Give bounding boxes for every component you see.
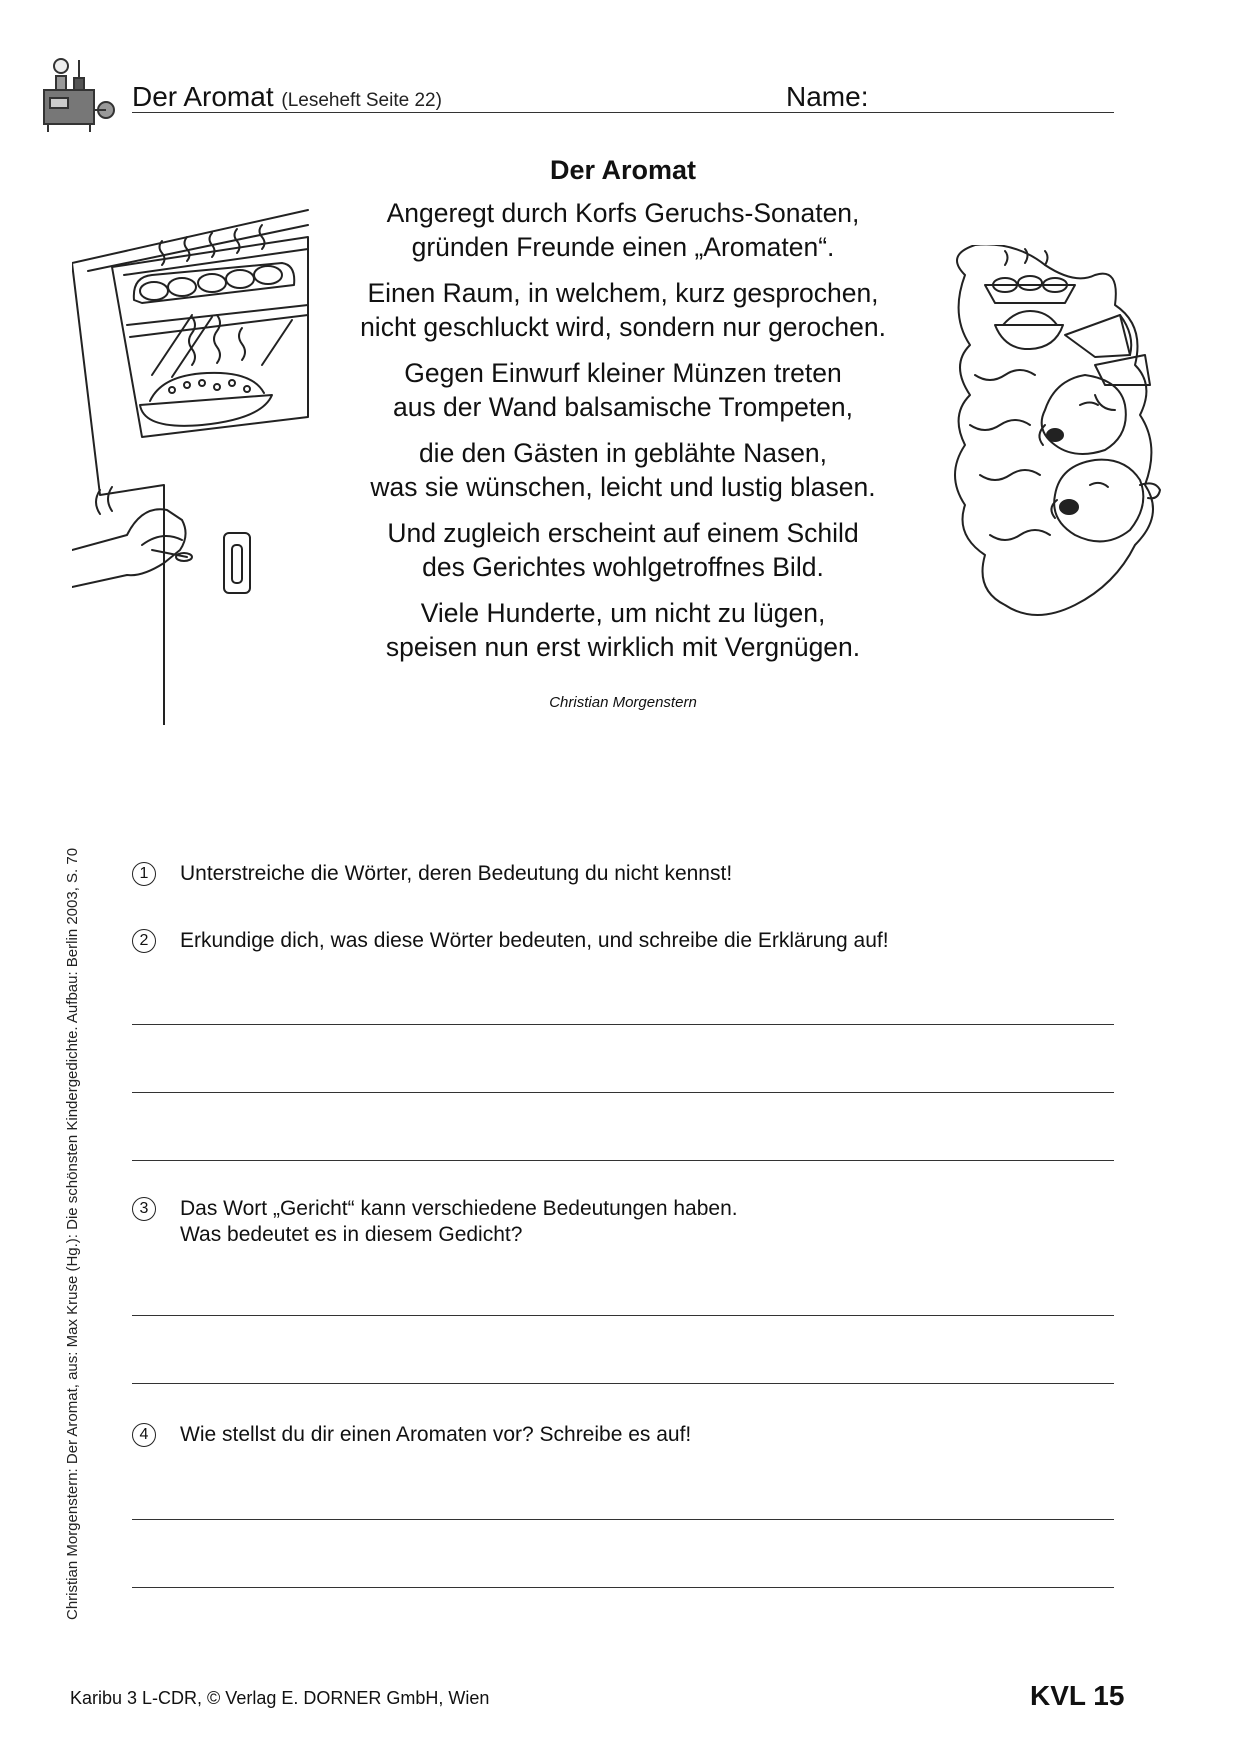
verse: Gegen Einwurf kleiner Münzen treten — [404, 358, 842, 388]
verse: speisen nun erst wirklich mit Vergnügen. — [385, 632, 861, 662]
footer-code: KVL 15 — [1030, 1680, 1125, 1711]
verse: aus der Wand balsamische Trompeten, — [392, 392, 854, 422]
footer-publisher: Karibu 3 L-CDR, © Verlag E. DORNER GmbH, Wien — [70, 1688, 490, 1708]
verse: Einen Raum, in welchem, kurz gesprochen, — [367, 278, 879, 308]
title-text: Der Aromat — [132, 81, 274, 112]
answer-line[interactable] — [132, 1315, 1114, 1316]
task-instruction — [180, 1422, 691, 1448]
stanza — [318, 356, 928, 424]
name-label: Name: — [786, 81, 869, 112]
task-instruction — [180, 1196, 738, 1248]
task-number: 1 — [132, 862, 156, 886]
verse: des Gerichtes wohlgetroffnes Bild. — [422, 552, 824, 582]
poem-author: Christian Morgenstern — [549, 694, 697, 711]
title-subtitle: (Leseheft Seite 22) — [281, 90, 442, 111]
verse: die den Gästen in geblähte Nasen, — [418, 438, 828, 468]
task-number: 3 — [132, 1197, 156, 1221]
answer-line[interactable] — [132, 1092, 1114, 1093]
stanza — [318, 196, 928, 264]
verse: Angeregt durch Korfs Geruchs-Sonaten, — [386, 198, 860, 228]
answer-line[interactable] — [132, 1587, 1114, 1588]
task-line: Wie stellst du dir einen Aromaten vor? Schreibe es auf! — [180, 1423, 692, 1446]
task-instruction — [180, 928, 889, 954]
task-line: Das Wort „Gericht“ kann verschiedene Bedeutungen haben. — [180, 1197, 738, 1220]
task-number: 4 — [132, 1423, 156, 1447]
stanza — [318, 436, 928, 504]
answer-line[interactable] — [132, 1160, 1114, 1161]
smelling-faces-illustration — [945, 245, 1170, 630]
task-line: Was bedeutet es in diesem Gedicht? — [180, 1223, 523, 1246]
verse: nicht geschluckt wird, sondern nur gerochen. — [360, 312, 886, 342]
verse: was sie wünschen, leicht und lustig blasen. — [370, 472, 876, 502]
header-rule — [132, 112, 1114, 113]
answer-line[interactable] — [132, 1383, 1114, 1384]
task-instruction — [180, 861, 732, 887]
machine-logo-icon — [34, 48, 120, 134]
task-line: Unterstreiche die Wörter, deren Bedeutung du nicht kennst! — [180, 862, 733, 885]
stanza — [318, 276, 928, 344]
stanza — [318, 516, 928, 584]
task-line: Erkundige dich, was diese Wörter bedeuten, und schreibe die Erklärung auf! — [180, 929, 889, 952]
answer-line[interactable] — [132, 1519, 1114, 1520]
verse: Viele Hunderte, um nicht zu lügen, — [420, 598, 826, 628]
verse: Und zugleich erscheint auf einem Schild — [387, 518, 859, 548]
verse: gründen Freunde einen „Aromaten“. — [411, 232, 835, 262]
task-number: 2 — [132, 929, 156, 953]
vending-wall-illustration — [72, 205, 312, 725]
answer-line[interactable] — [132, 1024, 1114, 1025]
stanza — [318, 596, 928, 664]
poem-title: Der Aromat — [549, 155, 697, 185]
source-note: Christian Morgenstern: Der Aromat, aus: Max Kruse (Hg.): Die schönsten Kindergedichte. Aufbau: Berlin 2003, S. 70 — [64, 847, 81, 1620]
poem — [318, 152, 928, 711]
